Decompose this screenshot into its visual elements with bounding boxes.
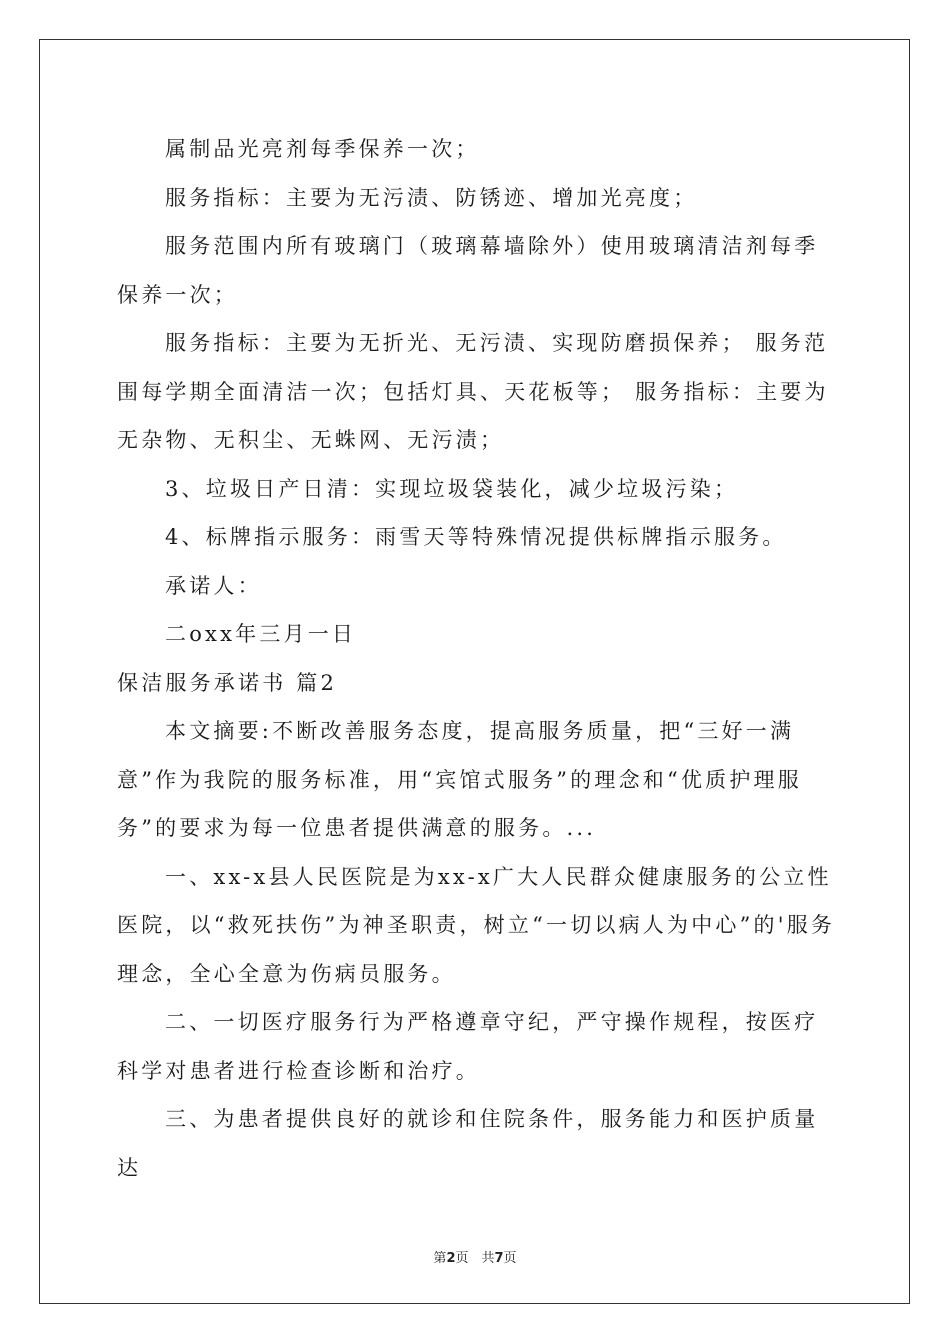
document-body [117,125,837,1192]
footer-total-pages: 7 [494,1251,504,1266]
page-footer [0,1247,950,1266]
signature-label: 承诺人： [165,573,262,598]
paragraph: 服务范围内所有玻璃门（玻璃幕墙除外）使用玻璃清洁剂每季保养一次； [117,234,819,307]
paragraph: 4、标牌指示服务：雨雪天等特殊情况提供标牌指示服务。 [165,525,787,549]
footer-prefix: 第 [433,1251,447,1266]
paragraph: 服务指标：主要为无污渍、防锈迹、增加光亮度； [165,185,698,210]
paragraph: 服务指标：主要为无折光、无污渍、实现防磨损保养； 服务范围每学期全面清洁一次；包括灯具、天花板等； 服务指标：主要为无杂物、无积尘、无蛛网、无污渍； [117,331,829,452]
paragraph: 本文摘要:不断改善服务态度，提高服务质量，把“三好一满意”作为我院的服务标准，用“宾馆式服务”的理念和“优质护理服务”的要求为每一位患者提供满意的服务。... [117,719,802,840]
footer-suffix: 页 [503,1251,517,1266]
footer-middle: 页 共 [455,1251,495,1266]
footer-page-number: 2 [446,1251,456,1266]
date-line: 二oxx年三月一日 [165,622,357,646]
paragraph: 属制品光亮剂每季保养一次； [165,137,480,161]
paragraph: 一、xx-x县人民医院是为xx-x广大人民群众健康服务的公立性医院，以“救死扶伤”为神圣职责，树立“一切以病人为中心”的'服务理念，全心全意为伤病员服务。 [117,864,836,986]
paragraph: 三、为患者提供良好的就诊和住院条件，服务能力和医护质量达 [117,1107,819,1180]
paragraph: 二、一切医疗服务行为严格遵章守纪，严守操作规程，按医疗科学对患者进行检查诊断和治疗。 [117,1010,819,1083]
section-title: 保洁服务承诺书 篇2 [117,670,338,695]
paragraph: 3、垃圾日产日清：实现垃圾袋装化，减少垃圾污染； [165,476,739,501]
